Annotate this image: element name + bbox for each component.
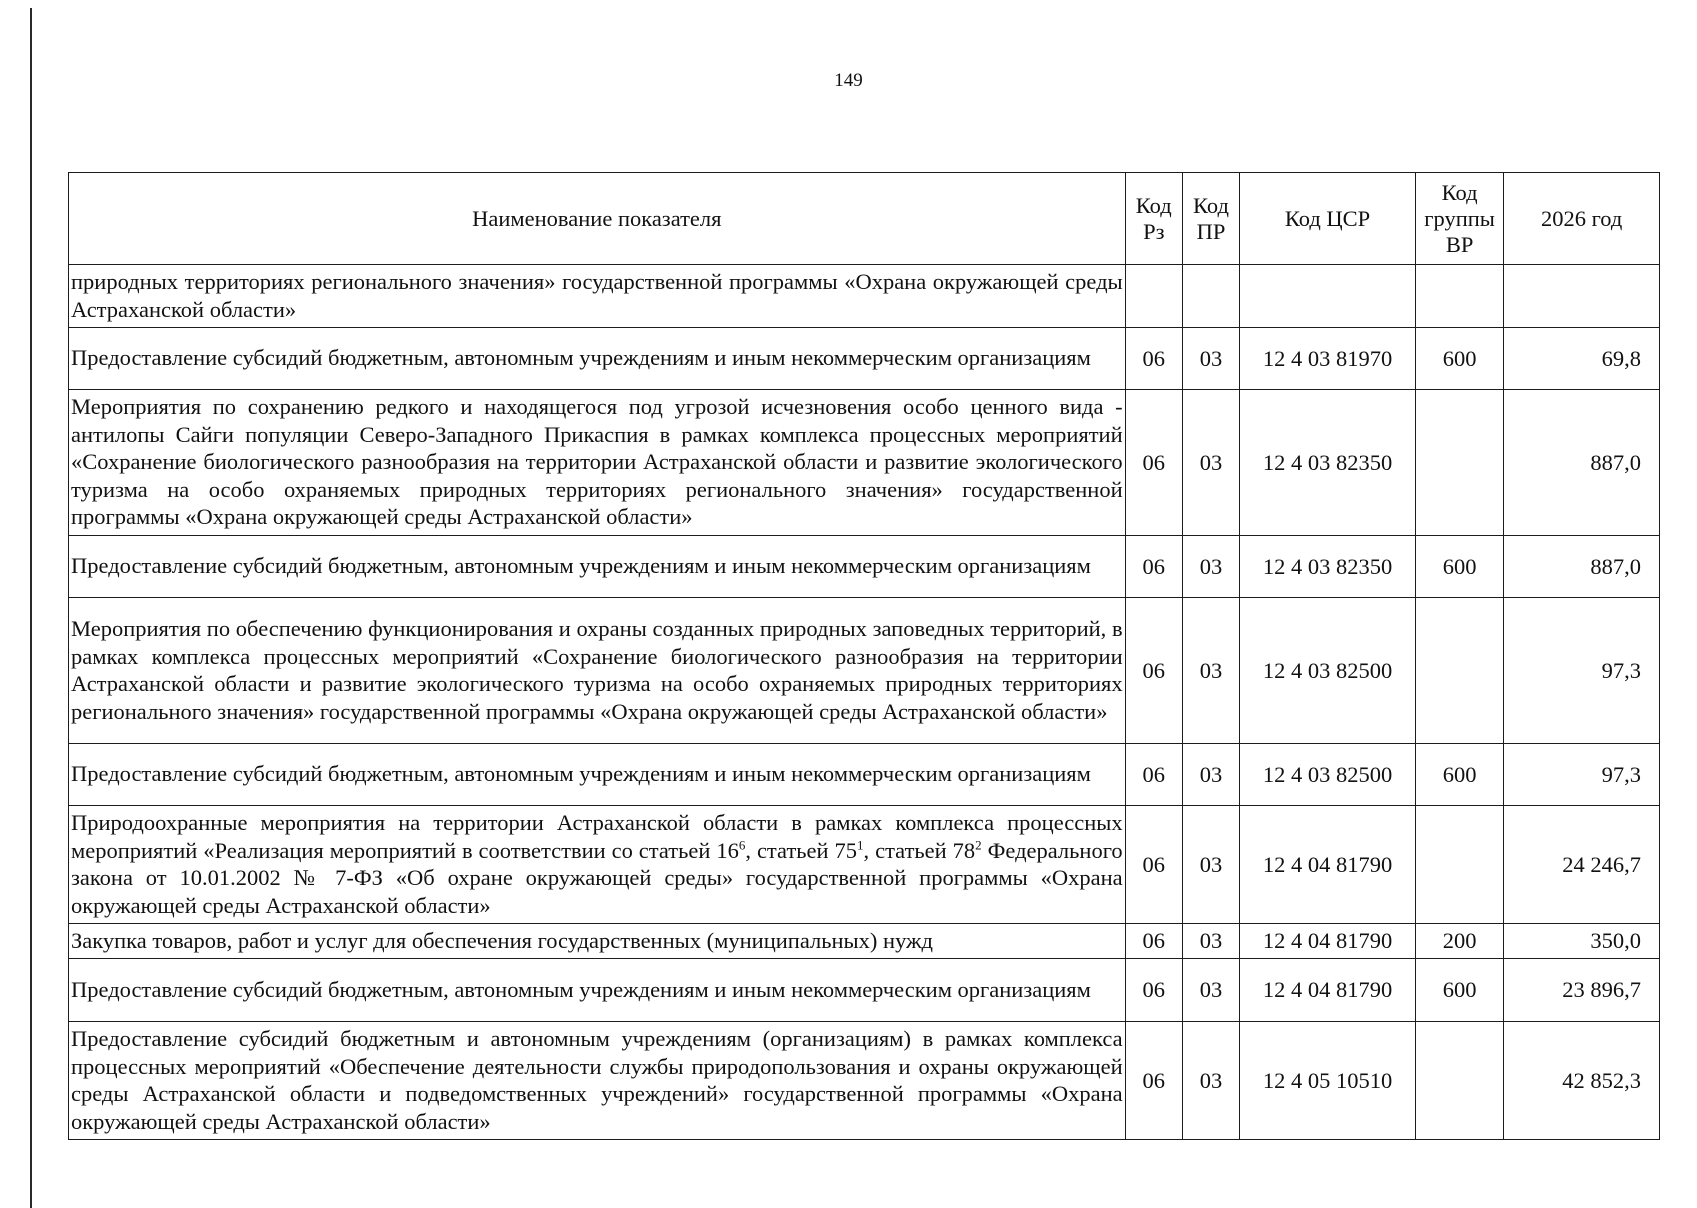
row-amount: 69,8 <box>1504 328 1660 390</box>
row-amount: 97,3 <box>1504 744 1660 806</box>
row-pr: 03 <box>1182 959 1239 1022</box>
page-number: 149 <box>834 70 863 91</box>
row-pr: 03 <box>1182 1022 1239 1140</box>
superscript-2: 1 <box>857 837 864 852</box>
table-header-row <box>69 173 1660 265</box>
row-name: Предоставление субсидий бюджетным, автономным учреждениям и иным некоммерческим организациям <box>69 536 1126 598</box>
row-rz: 06 <box>1125 390 1182 536</box>
row-rz: 06 <box>1125 598 1182 744</box>
row-name: Предоставление субсидий бюджетным, автономным учреждениям и иным некоммерческим организациям <box>69 959 1126 1022</box>
row-amount: 24 246,7 <box>1504 806 1660 924</box>
row-amount <box>1504 265 1660 328</box>
row-vr: 600 <box>1415 744 1503 806</box>
row-amount: 97,3 <box>1504 598 1660 744</box>
row-rz: 06 <box>1125 744 1182 806</box>
row-csr: 12 4 03 82500 <box>1240 598 1416 744</box>
row-name: природных территориях регионального значения» государственной программы «Охрана окружающей среды Астраханской области» <box>69 265 1126 328</box>
row-vr: 200 <box>1415 924 1503 959</box>
row-rz: 06 <box>1125 536 1182 598</box>
row-csr: 12 4 03 81970 <box>1240 328 1416 390</box>
row-rz: 06 <box>1125 328 1182 390</box>
row-vr: 600 <box>1415 536 1503 598</box>
row-vr <box>1415 806 1503 924</box>
row-csr: 12 4 04 81790 <box>1240 806 1416 924</box>
table-row <box>69 598 1660 744</box>
row-name: Предоставление субсидий бюджетным и автономным учреждениям (организациям) в рамках комплекса процессных мероприятий «Обеспечение деятельности службы природопользования и охраны окружающей среды Астраханской области и подведомственных учреждений» государственной программы «Охрана окружающей среды Астраханской области» <box>69 1022 1126 1140</box>
table-row <box>69 959 1660 1022</box>
row-amount: 350,0 <box>1504 924 1660 959</box>
row-pr: 03 <box>1182 328 1239 390</box>
header-name: Наименование показателя <box>69 173 1126 265</box>
row-name: Мероприятия по сохранению редкого и находящегося под угрозой исчезновения особо ценного вида - антилопы Сайги популяции Северо-Западного Прикаспия в рамках комплекса процессных мероприятий «Сохранение биологического разнообразия на территории Астраханской области и развитие экологического туризма на особо охраняемых природных территориях регионального значения» государственной программы «Охрана окружающей среды Астраханской области» <box>69 390 1126 536</box>
header-rz: Код Рз <box>1125 173 1182 265</box>
row-name: Предоставление субсидий бюджетным, автономным учреждениям и иным некоммерческим организациям <box>69 744 1126 806</box>
row-pr: 03 <box>1182 536 1239 598</box>
row-name <box>69 806 1126 924</box>
table-row <box>69 390 1660 536</box>
page-binding-line <box>30 8 32 1208</box>
table-row <box>69 536 1660 598</box>
row-pr: 03 <box>1182 806 1239 924</box>
row-csr: 12 4 05 10510 <box>1240 1022 1416 1140</box>
row-csr: 12 4 03 82350 <box>1240 536 1416 598</box>
table-row <box>69 1022 1660 1140</box>
header-csr: Код ЦСР <box>1240 173 1416 265</box>
row-rz: 06 <box>1125 806 1182 924</box>
row-pr: 03 <box>1182 390 1239 536</box>
superscript-3: 2 <box>975 837 982 852</box>
row-pr: 03 <box>1182 598 1239 744</box>
row-vr <box>1415 265 1503 328</box>
name-text-2: , статьей 75 <box>745 837 858 863</box>
name-text-3: , статьей 78 <box>863 837 976 863</box>
row-amount: 23 896,7 <box>1504 959 1660 1022</box>
header-pr: Код ПР <box>1182 173 1239 265</box>
row-name: Закупка товаров, работ и услуг для обеспечения государственных (муниципальных) нужд <box>69 924 1126 959</box>
row-amount: 42 852,3 <box>1504 1022 1660 1140</box>
name-text-1: Природоохранные мероприятия на территории Астраханской области в рамках комплекса процессных мероприятий «Реализация мероприятий в соответствии со статьей 16 <box>71 810 1123 863</box>
row-name: Предоставление субсидий бюджетным, автономным учреждениям и иным некоммерческим организациям <box>69 328 1126 390</box>
row-csr: 12 4 04 81790 <box>1240 959 1416 1022</box>
row-rz <box>1125 265 1182 328</box>
row-csr: 12 4 03 82350 <box>1240 390 1416 536</box>
row-pr <box>1182 265 1239 328</box>
header-vr: Код группы ВР <box>1415 173 1503 265</box>
table-row <box>69 328 1660 390</box>
row-vr <box>1415 390 1503 536</box>
table-row <box>69 924 1660 959</box>
table-row <box>69 744 1660 806</box>
row-csr <box>1240 265 1416 328</box>
row-rz: 06 <box>1125 1022 1182 1140</box>
row-vr <box>1415 598 1503 744</box>
table-row <box>69 265 1660 328</box>
row-vr <box>1415 1022 1503 1140</box>
table-row <box>69 806 1660 924</box>
row-name: Мероприятия по обеспечению функционирования и охраны созданных природных заповедных территорий, в рамках комплекса процессных мероприятий «Сохранение биологического разнообразия на территории Астраханской области и развитие экологического туризма на особо охраняемых природных территориях регионального значения» государственной программы «Охрана окружающей среды Астраханской области» <box>69 598 1126 744</box>
budget-table <box>68 172 1660 1140</box>
row-vr: 600 <box>1415 328 1503 390</box>
row-csr: 12 4 03 82500 <box>1240 744 1416 806</box>
row-amount: 887,0 <box>1504 390 1660 536</box>
name-text-4: Федерального закона от 10.01.2002 № 7-ФЗ «Об охране окружающей среды» государственной программы «Охрана окружающей среды Астраханской области» <box>71 837 1123 918</box>
header-year: 2026 год <box>1504 173 1660 265</box>
superscript-1: 6 <box>738 837 746 852</box>
row-rz: 06 <box>1125 924 1182 959</box>
row-rz: 06 <box>1125 959 1182 1022</box>
row-vr: 600 <box>1415 959 1503 1022</box>
row-pr: 03 <box>1182 924 1239 959</box>
row-amount: 887,0 <box>1504 536 1660 598</box>
row-csr: 12 4 04 81790 <box>1240 924 1416 959</box>
row-pr: 03 <box>1182 744 1239 806</box>
